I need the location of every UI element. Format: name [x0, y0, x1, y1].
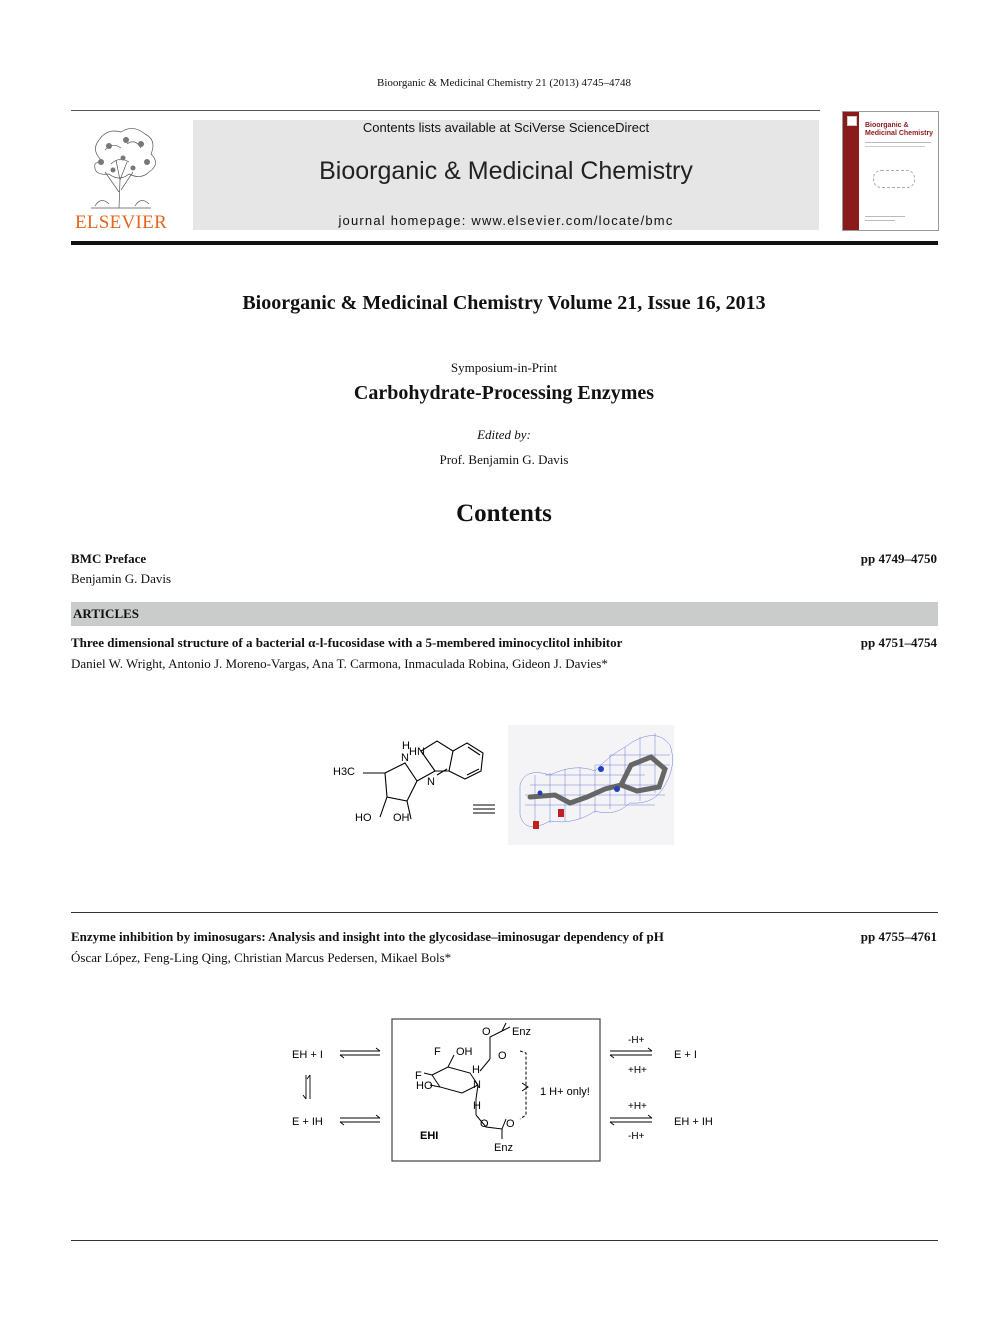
editor-name: Prof. Benjamin G. Davis: [439, 452, 569, 467]
preface-pages: pp 4749–4750: [860, 551, 937, 566]
preface-title[interactable]: BMC Preface: [71, 551, 147, 566]
label-e-i: E + I: [674, 1049, 697, 1061]
label-eh-ih: EH + IH: [674, 1116, 713, 1128]
label-one-h-only: 1 H+ only!: [540, 1086, 590, 1098]
header-thick-rule: [71, 241, 938, 245]
preface-authors: Benjamin G. Davis: [71, 571, 172, 586]
label-o3: O: [480, 1118, 489, 1130]
label-n-2: N: [473, 1079, 481, 1091]
label-plus-h-bot: +H+: [628, 1101, 647, 1112]
running-head: Bioorganic & Medicinal Chemistry 21 (2013) 4745–4748: [377, 77, 631, 89]
article-2-pages: pp 4755–4761: [860, 929, 937, 944]
label-enz-top: Enz: [512, 1026, 531, 1038]
article-separator-rule: [71, 912, 938, 913]
edited-by-label: Edited by:: [477, 427, 531, 442]
journal-homepage[interactable]: journal homepage: www.elsevier.com/locate/bmc: [338, 213, 674, 228]
bottom-rule: [71, 1240, 938, 1241]
article-2-graphical-abstract: [280, 1015, 740, 1165]
symposium-title: Carbohydrate-Processing Enzymes: [353, 382, 655, 404]
label-ho: HO: [355, 812, 372, 824]
label-eh-i: EH + I: [292, 1049, 323, 1061]
label-ehi: EHI: [420, 1130, 439, 1142]
cover-title: Bioorganic & Medicinal Chemistry: [865, 122, 934, 137]
label-hn: HN: [409, 746, 425, 758]
label-oh-2: OH: [456, 1046, 473, 1058]
label-h-bot: H: [473, 1100, 481, 1112]
elsevier-wordmark: ELSEVIER: [74, 212, 168, 233]
article-1-title[interactable]: Three dimensional structure of a bacterial α-l-fucosidase with a 5-membered iminocyclitol inhibitor: [71, 635, 623, 650]
journal-title: Bioorganic & Medicinal Chemistry: [319, 157, 693, 185]
label-plus-h-top: +H+: [628, 1065, 647, 1076]
contents-heading: Contents: [456, 500, 552, 527]
label-o2: O: [498, 1050, 507, 1062]
header-rule: [71, 110, 820, 111]
contents-available-line: Contents lists available at SciVerse ScienceDirect: [362, 120, 650, 135]
label-f1: F: [434, 1046, 441, 1058]
label-f2: F: [415, 1070, 422, 1082]
article-2-authors: Óscar López, Feng-Ling Qing, Christian Marcus Pedersen, Mikael Bols*: [71, 950, 452, 965]
article-2-title[interactable]: Enzyme inhibition by iminosugars: Analysis and insight into the glycosidase–iminosugar dependency of pH: [71, 929, 664, 944]
label-n-ring-h: H: [402, 740, 410, 752]
section-label: ARTICLES: [73, 606, 140, 621]
journal-cover-thumbnail: [842, 111, 939, 231]
label-o1: O: [482, 1026, 491, 1038]
label-enz-bot: Enz: [494, 1142, 513, 1154]
symposium-kind: Symposium-in-Print: [450, 360, 558, 375]
article-1-authors: Daniel W. Wright, Antonio J. Moreno-Vargas, Ana T. Carmona, Inmaculada Robina, Gideon J. Davies*: [71, 656, 608, 671]
article-1-pages: pp 4751–4754: [860, 635, 937, 650]
article-1-graphical-abstract: [325, 725, 685, 850]
issue-title: Bioorganic & Medicinal Chemistry Volume 21, Issue 16, 2013: [242, 292, 766, 314]
label-methyl: H3C: [333, 766, 356, 778]
label-oh: OH: [393, 812, 410, 824]
label-minus-h-bot: -H+: [628, 1131, 645, 1142]
label-n: N: [427, 776, 435, 788]
label-ho-2: HO: [416, 1080, 433, 1092]
section-bar: [71, 602, 938, 626]
label-h-top: H: [472, 1064, 480, 1076]
label-n-ring: N: [401, 752, 409, 764]
label-o4: O: [506, 1118, 515, 1130]
label-minus-h-top: -H+: [628, 1035, 645, 1046]
label-e-ih: E + IH: [292, 1116, 323, 1128]
